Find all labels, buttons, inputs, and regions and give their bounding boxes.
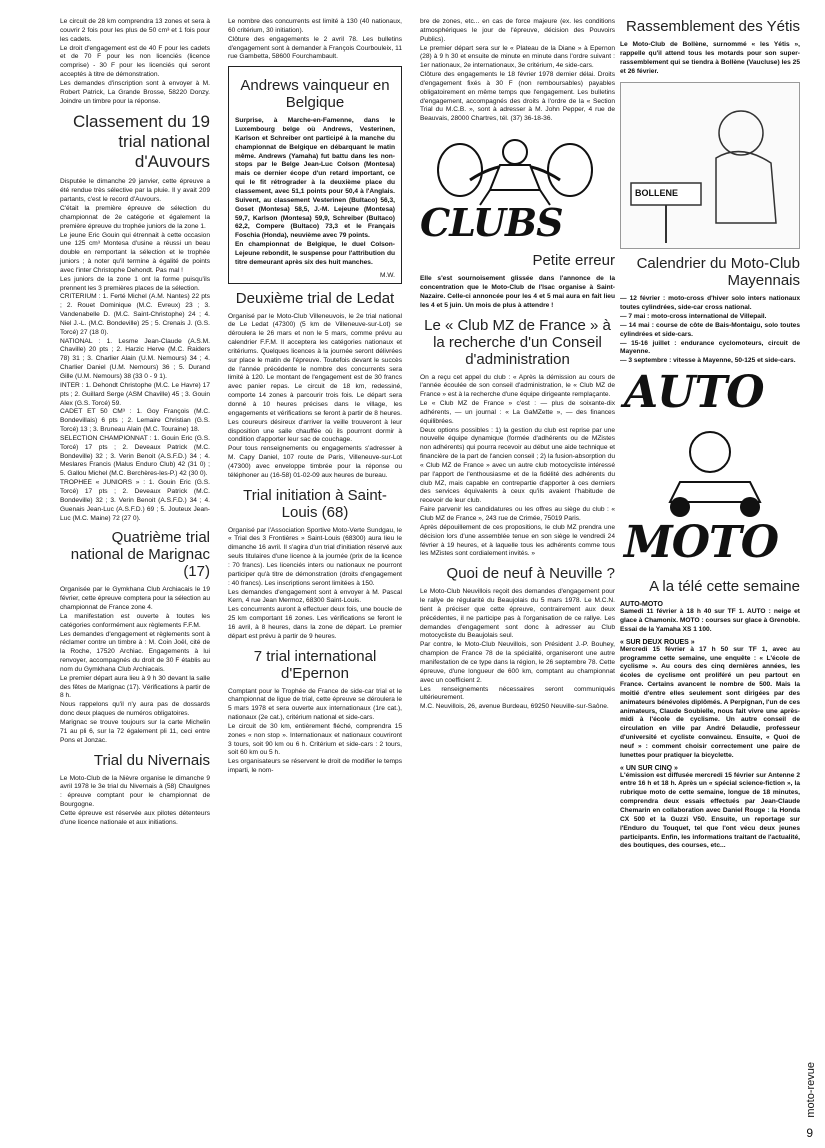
article-title-classement: Classement du 19 trial national d'Auvours [72, 112, 210, 172]
intro-block [60, 18, 210, 106]
paragraph: L'émission est diffusée mercredi 15 février sur Antenne 2 entre 16 h et 18 h. Après un « spécial science-fiction », la rubrique moto de cette semaine, longue de 18 minutes, comprendra deux essais effectués par Jean-Claude Chemarin en collaboration avec Daniel Rouge : la Honda CX 500 et la Guzzi V50. Ensuite, un reportage sur l'Enduro du Touquet, tel que l'ont vécu deux jeunes participants. Enfin, les informations traitant de l'actualité, des boutiques, des courses, etc... [620, 771, 800, 850]
yeti-cartoon-icon [621, 83, 799, 248]
column-4 [620, 18, 800, 1138]
paragraph: Les juniors de la zone 1 ont la forme puisqu'ils prennent les 3 premières places de la sélection. [60, 275, 210, 292]
paragraph: Organisé par l'Association Sportive Moto-Verte Sundgau, le « Trial des 3 Frontières » Saint-Louis (68300) aura lieu le dimanche 16 avril. Il s'agira d'un trial d'initiation réservé aux seuls titulaires d'une licence à la journée (prix de la licence : 70 francs). Les licenciés inters ou nationaux ne pourront participer qu'à titre de démonstration (droits d'engagement : 40 francs). Les inscriptions seront limitées à 150. [228, 526, 402, 587]
paragraph: Le nombre des concurrents est limité à 130 (40 nationaux, 60 critérium, 30 initiation). [228, 18, 402, 34]
paragraph: Le Moto-Club Neuvillois reçoit des demandes d'engagement pour le rallye de régularité du Beaujolais du 5 mars 1978. Le M.C.N. tient à préciser que cette épreuve, contrairement aux deux précédentes, il ne participe pas à l'organisation de ce rallye. Les demandes d'engagement sont donc à adresser au Club motocycliste du Beaujolais seul. [420, 588, 615, 640]
magazine-name: moto-revue [805, 1062, 817, 1118]
moto-logo: MOTO [624, 517, 779, 569]
results-national: NATIONAL : 1. Lesme Jean-Claude (A.S.M. Chaville) 20 pts ; 2. Harzic Herve (M.C. Raiders 78) 31 ; 3. Charlier Alain (U.M. Nemours) 34 ; 4. Charlier Daniel (U.M. Nemours) 36 ; 5. Durand Gille (U.M. Nemours) 38 (33 0 - 9 1). [60, 337, 210, 380]
paragraph: La manifestation est ouverte à toutes les catégories conformément aux règlements F.F.M. [60, 612, 210, 629]
paragraph: Organisée par le Gymkhana Club Archiacais le 19 février, cette épreuve comptera pour la sélection au championnat de France zone 4. [60, 586, 210, 612]
article-title-club-mz: Le « Club MZ de France » à la recherche d'un Conseil d'administration [424, 316, 611, 368]
paragraph: Le circuit de 30 km, entièrement fléché, comprendra 15 zones « non stop ». Internationaux et nationaux couvriront 3 tours, soit 90 km ou 6 h. Critérium et side-cars : 2 tours, soit 60 km ou 5 h. [228, 722, 402, 757]
bollene-sign: BOLLENE [635, 188, 679, 199]
paragraph: Le circuit de 28 km comprendra 13 zones et sera à couvrir 2 fois pour les plus de 50 cm³ et 1 fois pour les cadets. [60, 18, 210, 43]
article-body-nivernais [60, 775, 210, 828]
boxed-article-andrews [228, 66, 402, 283]
paragraph: Le « Club MZ de France » c'est : — plus de soixante-dix adhérents, — un journal : « La GaMZette », — des finances équilibrées. [420, 400, 615, 425]
list-item: — 14 mai : course de côte de Bais-Montaigu, solo toutes cylindrées et side-cars. [620, 321, 800, 338]
paragraph: M.C. Neuvillois, 26, avenue Burdeau, 69250 Neuville-sur-Saône. [420, 703, 609, 711]
paragraph: Le Moto-Club de la Nièvre organise le dimanche 9 avril 1978 le 3e trial du Nivernais à (58) Chaulgnes : épreuve comptant pour le championnat de Bourgogne. [60, 774, 210, 809]
paragraph: Comptant pour le Trophée de France de side-car trial et le championnat de ligue de trial, cette épreuve se déroulera le 5 mars 1978 et sera ouverte aux internationaux (1re cat.), nationaux (2e cat.), critérium national et side-cars. [228, 687, 402, 722]
author-signature: M.W. [379, 271, 395, 279]
bollene-illustration [620, 82, 800, 249]
results-selection: SELECTION CHAMPIONNAT : 1. Gouin Eric (G.S. Torcé) 17 pts ; 2. Deveaux Patrick (M.C. Bondeville) 32 ; 3. Verin Benoit (A.S.F.D.) 34 ; 4. Meslares Francis (Malus Enduro Club) 42 (31 0) ; 5. Gallou Michel (M.C. Berchères-les-P.) 42 (30 0). [60, 434, 210, 478]
tv-section [620, 765, 800, 852]
column-2 [228, 18, 402, 1138]
paragraph: Faire parvenir les candidatures ou les offres au siège du club : « Club MZ de France », 243 rue de Crimée, 75019 Paris. [420, 506, 615, 522]
paragraph: Les demandes d'engagement sont à envoyer à M. Pascal Kern, 4 rue Jean Mermoz, 68300 Saint-Louis. [228, 588, 402, 605]
column-1 [60, 18, 210, 1138]
auto-logo: AUTO [624, 367, 764, 419]
column-3 [420, 18, 615, 1138]
article-title-saint-louis: Trial initiation à Saint-Louis (68) [243, 486, 387, 521]
list-item: — 3 septembre : vitesse à Mayenne, 50-125 et side-cars. [620, 357, 796, 365]
article-body-marignac [60, 586, 210, 745]
tv-section [620, 601, 800, 635]
tv-section-heading: AUTO-MOTO [620, 601, 663, 609]
paragraph: Elle s'est sournoisement glissée dans l'annonce de la concentration que le Moto-Club de l'Isac organise à Saint-Nazaire. Celle-ci annoncée pour les 4 et 5 mai aura en fait lieu les 4 et 5 juin. Un mois de plus à attendre ! [420, 275, 615, 309]
list-item: — 12 février : moto-cross d'hiver solo inters nationaux toutes cylindrées, side-car cross national. [620, 295, 800, 312]
article-title-marignac: Quatrième trial national de Marignac (17) [70, 529, 210, 581]
article-title-petite-erreur: Petite erreur [532, 252, 615, 270]
paragraph: Nous rappelons qu'il n'y aura pas de dossards donc deux plaques de numéros obligatoires. [60, 701, 210, 718]
paragraph: Clôture des engagements le 2 avril 78. Les bulletins d'engagement sont à demander à François Courbouleix, 11 rue Gambetta, 58600 Fourchambault. [228, 35, 402, 61]
paragraph: Les concurrents auront à effectuer deux fois, une boucle de 25 km comportant 16 zones. Les vérifications se feront le 16 avril, à 8 heures, dans la zone de départ. Le premier départ est prévu à partir de 9 heures. [228, 606, 402, 640]
article-body-classement [60, 178, 210, 523]
paragraph: Deux options possibles : 1) la gestion du club est reprise par une nouvelle équipe dynamique (formée d'adhérents ou de MZistes non adhérents) qui pourra recevoir au début une aide technique et financière de la part de l'ancien conseil ; 2) la fusion-absorption du « Club MZ de France » avec un autre club motocycliste intéressé par l'apport de l'enthousiasme et de la fidélité des adhérents du club MZ, mais capable en contrepartie d'apporter à ces derniers des services équivalents à ceux qu'ils avaient l'habitude de recevoir de leur club. [420, 426, 615, 505]
clubs-illustration [420, 130, 615, 246]
paragraph: Clôture des engagements le 18 février 1978 dernier délai. Droits d'engagement fixés à 30 F (non remboursables) payables obligatoirement en même temps que l'engagement. Les bulletins d'engagement, accompagnés des droits à l'ordre de la « Section Trial du M.C.B. », sont à adresser à M. John Pepper, 4 rue de Beauvais, 28000 Chartres, tél. (37) 36-18-36. [420, 71, 615, 123]
paragraph: On a reçu cet appel du club : « Après la démission au cours de l'année écoulée de son conseil d'administration, le « Club MZ de France » est à la recherche d'une équipe dirigeante remplaçante. [420, 373, 615, 399]
list-item: — 15-16 juillet : endurance cyclomoteurs, circuit de Mayenne. [620, 339, 800, 356]
paragraph: Les demandes d'inscription sont à envoyer à M. Robert Patrick, La Grande Brosse, 58220 Donzy. Joindre un timbre pour la réponse. [60, 79, 210, 105]
tv-section [620, 639, 800, 761]
paragraph: bre de zones, etc... en cas de force majeure (ex. les conditions atmosphériques le jour de l'épreuve, décision des Pouvoirs Publics). [420, 18, 615, 43]
article-title-yetis: Rassemblement des Yétis [626, 18, 800, 35]
tv-section-heading: « SUR DEUX ROUES » [620, 638, 695, 646]
results-cadet: CADET ET 50 CM³ : 1. Goy François (M.C. Bondevillais) 6 pts ; 2. Lemaire Christian (G.S. Torcé) 13 ; 3. Bruneau Alain (M.C. Touraine) 18. [60, 408, 210, 434]
paragraph: Le jeune Eric Gouin qui étrennait à cette occasion une 125 cm³ Montesa d'usine a réussi un beau double en remportant la sélection et le trophée juniors ; à noter qu'il termine à égalité de points avec l'inter Christophe Dehondt. Pas mal ! [60, 231, 210, 274]
paragraph: Disputée le dimanche 29 janvier, cette épreuve a été rendue très sélective par la pluie. Il y avait 209 partants, c'est le record d'Auvours. [60, 178, 210, 204]
paragraph: Pour tous renseignements ou engagements s'adresser à M. Capy Daniel, 107 route de Paris, Villeneuve-sur-Lot (47300) avec enveloppe timbrée pour la réponse ou téléphoner au (16-58) 01-02-09 aux heures de bureau. [228, 445, 402, 479]
article-title-nivernais: Trial du Nivernais [93, 751, 210, 769]
article-title-neuville: Quoi de neuf à Neuville ? [446, 565, 615, 583]
results-criterium: CRITERIUM : 1. Ferté Michel (A.M. Nantes) 22 pts ; 2. Rouet Dominique (M.C. Evreux) 23 ; 3. Vandenabelle D. (M.C. Saint-Christophe) 24 ; 4. Niel J.-L. (M.C. Bondeville) 25 ; 5. Crenais J. (G.S. Torcé) 27 (18 0). [60, 293, 210, 336]
paragraph: Cette épreuve est réservée aux pilotes détenteurs d'une licence nationale et aux initiations. [60, 809, 210, 826]
paragraph: Le droit d'engagement est de 40 F pour les cadets et de 70 F pour les non licenciés (licence comprise) - 30 F pour les licenciés qui seront acceptés à titre de démonstration. [60, 44, 210, 79]
page-number: 9 [806, 1126, 813, 1140]
results-juniors: TROPHEE « JUNIORS » : 1. Gouin Eric (G.S. Torcé) 17 pts ; 2. Deveaux Patrick (M.C. Bondeville) 32 ; 3. Verin Benoit (A.S.F.D.) 34 ; 4. Guenais Jean-Luc (A.S.F.D.) 69 ; 5. Jouteux Jean-Luc (M.C. Maine) 72 (27 0). [60, 479, 210, 522]
paragraph: C'était la première épreuve de sélection du championnat de 2e catégorie et également la première épreuve du trophée juniors de la zone 1. [60, 204, 210, 230]
paragraph: Le premier départ aura lieu à 9 h 30 devant la salle des fêtes de Marignac (17). Vérifications à partir de 8 h. [60, 674, 210, 700]
article-title-epernon: 7 trial international d'Epernon [253, 647, 377, 682]
paragraph: Surprise, à Marche-en-Famenne, dans le Luxembourg belge où Andrews, Vesterinen, Karlson et Schreiber ont participé à la manche du championnat de Belgique en débarquant le matin même. Andrews (Yamaha) fut battu dans les non-stops par le Belge Jean-Luc Colson (Montesa) mais ce dernier écope d'un retard important, ce qui le fit rétrograder à la deuxième place du classement, avec 51,1 points pour 50,4 à l'Anglais. Suivent, au classement Vesterinen (Bultaco) 56,3, Goset (Montesa) 58,5, J.-M. Lejeune (Montesa) 59,7, Karlson (Montesa) 59,9, Schreiber (Bultaco) 62,2, Compere (Bultaco) 73,3 et le Français Foschia (Honda), neuvième avec 79 points. [235, 117, 395, 240]
paragraph: Samedi 11 février à 18 h 40 sur TF 1. AUTO : neige et glace à Chamonix. MOTO : courses sur glace à Grenoble. Essai de la Yamaha XS 1 100. [620, 608, 800, 633]
paragraph: Organisé par le Moto-Club Villeneuvois, le 2e trial national de Le Ledat (47300) (5 km de Villeneuve-sur-Lot) se déroulera le 26 mars et non le 5 mars, comme prévu au calendrier F.F.M. Il acceptera les catégories nationaux et critériums. Quelques licences à la journée seront délivrées sur place le matin de l'épreuve. Toutefois devant le succès de l'année précédente le nombre des concurrents sera limité à 120. Le montant de l'engagement est de 30 francs avec panier repas. Le circuit de 18 km, redessiné, comporte 14 zones à parcourir trois fois. Le départ sera donné à 10 heures précises dans le village, les engagements et vérifications se feront à partir de 8 heures. Les coureurs désireux d'arriver la veille trouveront à leur disposition une salle chauffée où ils pourront dormir à condition d'apporter leur sac de couchage. [228, 312, 402, 444]
article-title-andrews: Andrews vainqueur en Belgique [240, 77, 390, 112]
results-inter: INTER : 1. Dehondt Christophe (M.C. Le Havre) 17 pts ; 2. Guillard Serge (ASM Chaville) 45 ; 3. Gouin Alex (G.S. Torcé) 59. [60, 381, 210, 407]
paragraph: Marignac se trouve toujours sur la carte Michelin 71 au pli 6, sur la 72 également pli 11, ceci entre Pons et Jonzac. [60, 719, 210, 744]
paragraph: Les demandes d'engagement et règlements sont à réclamer contre un timbre à : M. Coin Joël, cité de la Roche, 17520 Archiac. Engagements à lui renvoyer, accompagnés du droit de 30 F établis au nom du Gymkhana Club Archiacais. [60, 630, 210, 673]
tv-section-heading: « UN SUR CINQ » [620, 764, 678, 772]
paragraph: Par contre, le Moto-Club Neuvillois, son Président J.-P. Bouhey, champion de France 78 de la spécialité, organiseront une autre manifestation de ce type dans la région, le 26 septembre 78. Cette épreuve, d'une longueur de 600 km, comptant au championnat avec un coefficient 2. [420, 641, 615, 684]
paragraph: Le Moto-Club de Bollène, surnommé « les Yétis », rappelle qu'il attend tous les motards pour son super-rassemblement qui se tiendra à Bollène (Vaucluse) les 25 et 26 février. [620, 41, 800, 75]
article-title-tele: A la télé cette semaine [649, 578, 800, 596]
article-title-mayenne: Calendrier du Moto-Club Mayennais [636, 255, 800, 290]
list-item: — 7 mai : moto-cross international de Villepail. [620, 313, 767, 321]
paragraph: Les renseignements nécessaires seront communiqués ultérieurement. [420, 685, 615, 702]
paragraph: Le premier départ sera sur le « Plateau de la Diane » à Epernon (28) à 9 h 30 et ensuite de minute en minute dans l'ordre suivant : 1er nationaux, 2e internationaux, 3e critérium, 4e side-cars. [420, 44, 615, 70]
clubs-logo: CLUBS [420, 200, 563, 246]
paragraph: En championnat de Belgique, le duel Colson-Lejeune rebondit, le suspense pour l'attribution du titre demeurant après six des huit manches. [235, 241, 395, 266]
article-title-ledat: Deuxième trial de Ledat [235, 289, 395, 307]
paragraph: Après dépouillement de ces propositions, le club MZ prendra une décision lors d'une assemblée tenue en son siège le vendredi 24 février à 19 heures, et à laquelle tous les adhérents comme tous les MZistes sont cordialement invités. » [420, 523, 615, 558]
auto-moto-illustration [620, 367, 800, 572]
paragraph: Mercredi 15 février à 17 h 50 sur TF 1, avec au programme cette semaine, une enquête : « L'école de cyclisme ». Au cours des cinq dernières années, les écoles de cyclisme ont proliféré un peu partout en France. Certains avancent le nombre de 500. Mais la moitié d'entre elles seulement sont dirigées par des animateurs bénévoles diplômés. A Perpignan, l'un de ces animateurs, Claude Soubielle, nous fait vivre une après-midi à l'école de cyclisme. Un autre conseil de circulation en ville par André Delaudie, professeur d'université et cycliste convaincu. Ensuite, « Quoi de neuf » : comment choisir correctement une paire de lunettes pour pratiquer la bicyclette. [620, 645, 800, 759]
paragraph: Les organisateurs se réservent le droit de modifier le temps imparti, le nom- [228, 758, 402, 775]
